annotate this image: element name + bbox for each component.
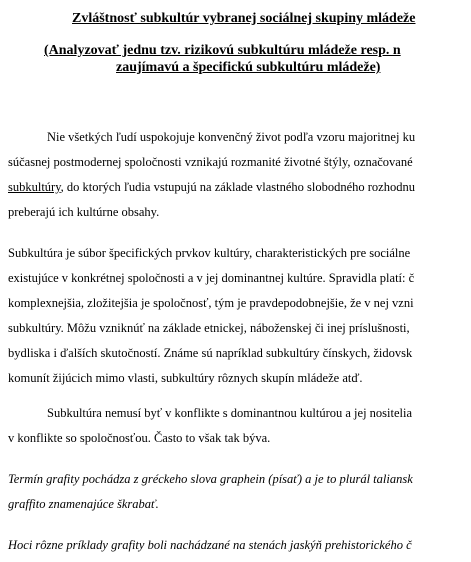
paragraph-3-line-2: v konflikte so spoločnosťou. Často to však tak býva. [8, 431, 271, 445]
paragraph-1-line-3-rest: , do ktorých ľudia vstupujú na základe vlastného slobodného rozhodnu [60, 180, 415, 194]
title-line-2: (Analyzovať jednu tzv. rizikovú subkultúru mládeže resp. n [44, 43, 401, 58]
paragraph-5-line-1: Hoci rôzne príklady grafity boli nachádzané na stenách jaskýň prehistorického č [8, 538, 412, 552]
paragraph-2-line-2: existujúce v konkrétnej spoločnosti a v jej dominantnej kultúre. Spravidla platí: č [8, 271, 415, 285]
paragraph-1-line-1: Nie všetkých ľudí uspokojuje konvenčný život podľa vzoru majoritnej ku [47, 130, 416, 144]
paragraph-2-line-4: subkultúry. Môžu vzniknúť na základe etnickej, náboženskej či inej príslušnosti, [8, 321, 410, 335]
paragraph-4-line-2: graffito znamenajúce škrabať. [8, 497, 159, 511]
paragraph-1-line-3 [8, 179, 415, 195]
title-line-1: Zvláštnosť subkultúr vybranej sociálnej skupiny mládeže [72, 11, 416, 26]
title-line-3: zaujímavú a špecifickú subkultúru mládeže) [116, 60, 381, 75]
paragraph-2-line-6: komunít žijúcich mimo vlasti, subkultúry rôznych skupín mládeže atď. [8, 371, 363, 385]
paragraph-2-line-1: Subkultúra je súbor špecifických prvkov kultúry, charakteristických pre sociálne [8, 246, 411, 260]
paragraph-1-line-4: preberajú ich kultúrne obsahy. [8, 205, 160, 219]
paragraph-1-line-2: súčasnej postmodernej spoločnosti vznikajú rozmanité životné štýly, označované [8, 155, 413, 169]
paragraph-3-line-1: Subkultúra nemusí byť v konflikte s dominantnou kultúrou a jej nositelia [47, 406, 413, 420]
subkultury-link[interactable]: subkultúry [8, 180, 61, 194]
paragraph-2-line-5: bydliska i ďalších skutočností. Známe sú napríklad subkultúry čínskych, židovsk [8, 346, 413, 360]
paragraph-4-line-1: Termín grafity pochádza z gréckeho slova graphein (písať) a je to plurál taliansk [8, 472, 413, 486]
paragraph-2-line-3: komplexnejšia, zložitejšia je spoločnosť, tým je pravdepodobnejšie, že v nej vzni [8, 296, 414, 310]
